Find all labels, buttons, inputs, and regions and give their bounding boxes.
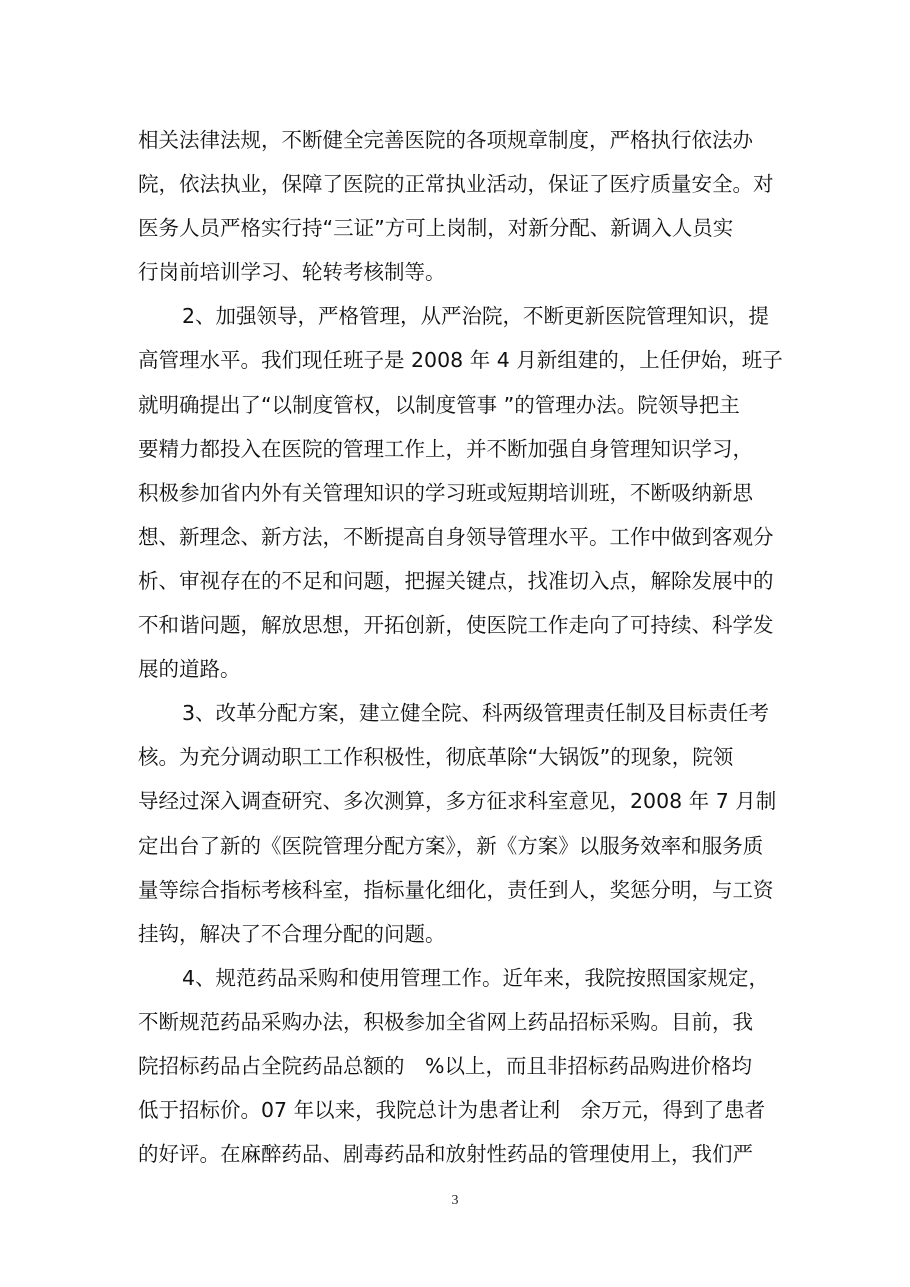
text-line: 院招标药品占全院药品总额的 %以上，而且非招标药品购进价格均 <box>138 1053 752 1078</box>
paragraph-start-line: 2、加强领导，严格管理，从严治院，不断更新医院管理知识，提 <box>182 304 770 329</box>
page-number: 3 <box>451 1193 459 1208</box>
text-line: 析、审视存在的不足和问题，把握关键点，找准切入点，解除发展中的 <box>138 568 774 593</box>
text-line: 低于招标价。07 年以来，我院总计为患者让利 余万元，得到了患者 <box>138 1098 766 1123</box>
text-line: 高管理水平。我们现任班子是 2008 年 4 月新组建的，上任伊始，班子 <box>138 348 783 373</box>
text-line: 核。为充分调动职工工作积极性，彻底革除“大锅饭”的现象，院领 <box>138 745 734 770</box>
text-line: 的好评。在麻醉药品、剧毒药品和放射性药品的管理使用上，我们严 <box>138 1142 753 1167</box>
text-line: 不和谐问题，解放思想，开拓创新，使医院工作走向了可持续、科学发 <box>138 613 774 638</box>
text-line: 不断规范药品采购办法，积极参加全省网上药品招标采购。目前，我 <box>138 1009 753 1034</box>
text-line: 挂钩，解决了不合理分配的问题。 <box>138 921 446 946</box>
text-line: 量等综合指标考核科室，指标量化细化，责任到人，奖惩分明，与工资 <box>138 877 774 902</box>
text-line: 要精力都投入在医院的管理工作上，并不断加强自身管理知识学习， <box>138 436 753 461</box>
paragraph-start-line: 4、规范药品采购和使用管理工作。近年来，我院按照国家规定， <box>182 965 770 990</box>
body-text <box>138 118 783 1176</box>
paragraph-start-line: 3、改革分配方案，建立健全院、科两级管理责任制及目标责任考 <box>182 701 770 726</box>
text-line: 相关法律法规，不断健全完善医院的各项规章制度，严格执行依法办 <box>138 128 753 152</box>
text-line: 医务人员严格实行持“三证”方可上岗制，对新分配、新调入人员实 <box>138 216 734 241</box>
text-line: 积极参加省内外有关管理知识的学习班或短期培训班，不断吸纳新思 <box>138 480 753 505</box>
text-line: 行岗前培训学习、轮转考核制等。 <box>138 260 446 285</box>
text-line: 定出台了新的《医院管理分配方案》，新《方案》以服务效率和服务质 <box>138 833 764 858</box>
text-line: 院，依法执业，保障了医院的正常执业活动，保证了医疗质量安全。对 <box>138 172 774 197</box>
text-line: 就明确提出了“以制度管权，以制度管事 ”的管理办法。院领导把主 <box>138 392 740 417</box>
text-line: 展的道路。 <box>138 657 241 682</box>
text-line: 导经过深入调查研究、多次测算，多方征求科室意见，2008 年 7 月制 <box>138 789 777 814</box>
text-line: 想、新理念、新方法，不断提高自身领导管理水平。工作中做到客观分 <box>138 524 774 549</box>
